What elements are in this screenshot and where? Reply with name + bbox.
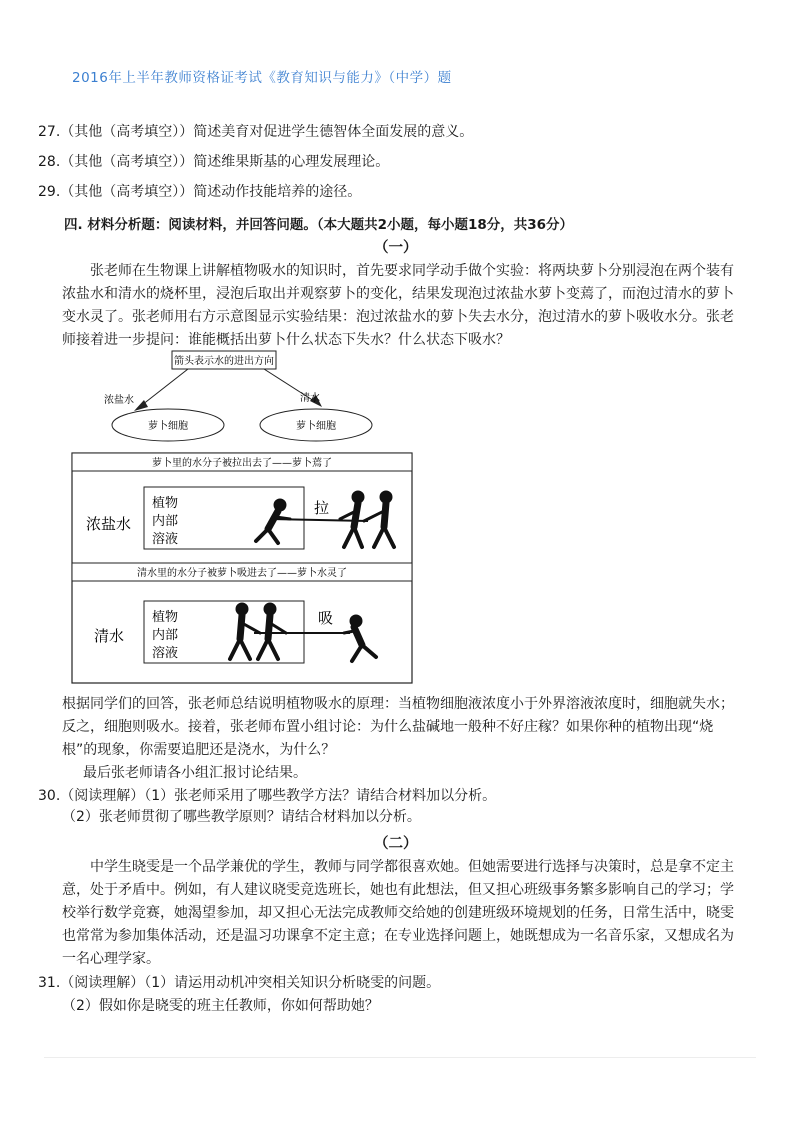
text-line: 变水灵了。张老师用右方示意图显示实验结果：泡过浓盐水的萝卜失去水分，泡过清水的萝卜吸收水分。张老 <box>62 309 734 325</box>
question-31-part2: （2）假如你是晓雯的班主任教师，你如何帮助她？ <box>62 998 379 1014</box>
part1-material-paragraph <box>62 260 752 352</box>
text-line: 意，处于矛盾中。例如，有人建议晓雯竞选班长，她也有此想法，但又担心班级事务繁多影响自己的学习；学 <box>62 882 734 898</box>
right-cell-label: 萝卜细胞 <box>296 421 336 432</box>
part2-heading: （二） <box>374 836 418 852</box>
strip-1-text: 萝卜里的水分子被拉出去了——萝卜蔫了 <box>152 458 332 469</box>
suck-word: 吸 <box>318 609 334 627</box>
text-line: 根”的现象，你需要追肥还是浇水，为什么？ <box>62 742 336 758</box>
arrow-legend-text: 箭头表示水的进出方向 <box>174 356 274 367</box>
footer-divider <box>44 1057 756 1058</box>
text-line: 根据同学们的回答，张老师总结说明植物吸水的原理：当植物细胞液浓度小于外界溶液浓度时，细胞就失水； <box>62 696 734 712</box>
part1-heading: （一） <box>374 240 418 256</box>
question-28: 28.（其他（高考填空））简述维果斯基的心理发展理论。 <box>38 154 390 170</box>
part2-material-paragraph <box>62 856 762 971</box>
text-line: 中学生晓雯是一个品学兼优的学生，教师与同学都很喜欢她。但她需要进行选择与决策时，总是拿不定主 <box>90 859 734 875</box>
row2-inner-line1: 植物 <box>152 610 179 625</box>
text-line: 校举行数学竞赛，她渴望参加，却又担心无法完成教师交给她的创建班级环境规划的任务，日常生活中，晓雯 <box>62 905 734 921</box>
text-line: 一名心理学家。 <box>62 951 160 967</box>
strip-2-text: 清水里的水分子被萝卜吸进去了——萝卜水灵了 <box>137 568 347 579</box>
row2-label: 清水 <box>94 627 125 645</box>
question-31-part1: 31.（阅读理解）（1）请运用动机冲突相关知识分析晓雯的问题。 <box>38 975 441 991</box>
text-line: 反之，细胞则吸水。接着，张老师布置小组讨论：为什么盐碱地一般种不好庄稼？如果你种的植物出现“烧 <box>62 719 714 735</box>
question-30-part1: 30.（阅读理解）（1）张老师采用了哪些教学方法？请结合材料加以分析。 <box>38 788 497 804</box>
pull-word: 拉 <box>314 499 330 517</box>
text-line: 最后张老师请各小组汇报讨论结果。 <box>83 765 307 781</box>
right-solution-label: 清水 <box>300 393 320 404</box>
row1-label: 浓盐水 <box>86 515 132 533</box>
left-arrow-line <box>142 369 188 405</box>
question-29: 29.（其他（高考填空））简述动作技能培养的途径。 <box>38 184 362 200</box>
text-line: 也常常为参加集体活动，还是温习功课拿不定主意；在专业选择问题上，她既想成为一名音乐家，又想成名为 <box>62 928 734 944</box>
row2-inner-line2: 内部 <box>152 628 179 643</box>
section-title: 四. 材料分析题：阅读材料，并回答问题。（本大题共2小题，每小题18分，共36分） <box>64 217 574 233</box>
part1-summary-paragraph <box>62 693 762 785</box>
document-title: 2016年上半年教师资格证考试《教育知识与能力》（中学）题 <box>72 70 452 86</box>
text-line: 师接着进一步提问：谁能概括出萝卜什么状态下失水？什么状态下吸水？ <box>62 332 510 348</box>
question-27: 27.（其他（高考填空））简述美育对促进学生德智体全面发展的意义。 <box>38 124 474 140</box>
row1-inner-line1: 植物 <box>152 496 179 511</box>
question-30-part2: （2）张老师贯彻了哪些教学原则？请结合材料加以分析。 <box>62 809 421 825</box>
left-cell-label: 萝卜细胞 <box>148 421 188 432</box>
osmosis-diagram <box>64 345 416 685</box>
text-line: 张老师在生物课上讲解植物吸水的知识时，首先要求同学动手做个实验：将两块萝卜分别浸泡在两个装有 <box>90 263 734 279</box>
left-solution-label: 浓盐水 <box>104 395 134 406</box>
row1-inner-line2: 内部 <box>152 514 179 529</box>
row2-inner-line3: 溶液 <box>152 646 179 661</box>
row1-inner-line3: 溶液 <box>152 532 179 547</box>
text-line: 浓盐水和清水的烧杯里，浸泡后取出并观察萝卜的变化，结果发现泡过浓盐水萝卜变蔫了，而泡过清水的萝卜 <box>62 286 734 302</box>
